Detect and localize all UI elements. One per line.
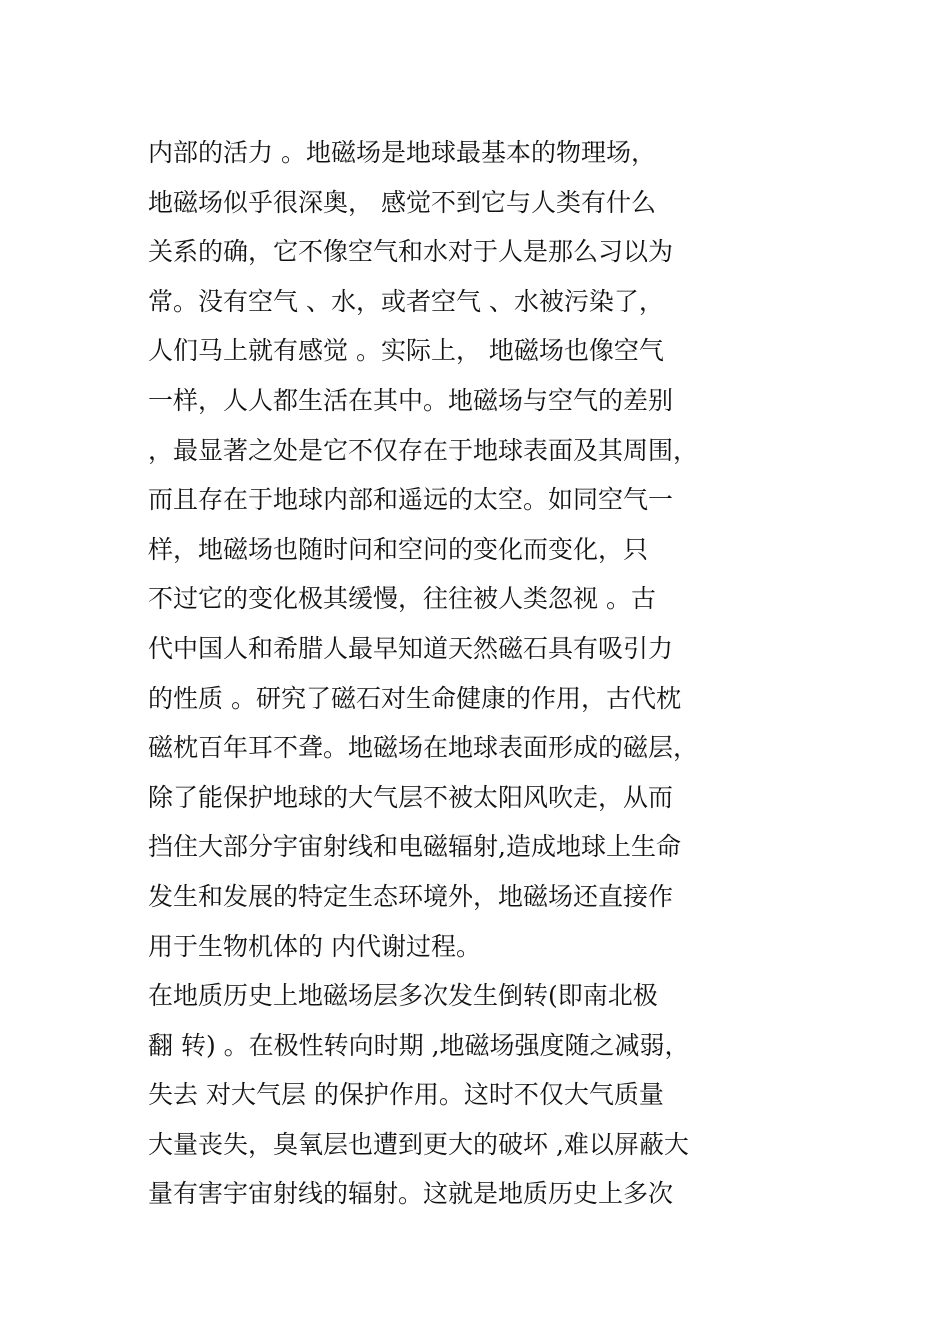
text-line: 地磁场似乎很深奥， 感觉不到它与人类有什么 — [148, 187, 656, 217]
text-line: 在地质历史上地磁场层多次发生倒转(即南北极 — [148, 981, 658, 1011]
text-line: 用于生物机体的 内代谢过程。 — [148, 931, 481, 961]
text-line: 代中国人和希腊人最早知道天然磁石具有吸引力 — [148, 633, 674, 663]
text-line: 内部的活力 。地磁场是地球最基本的物理场， — [148, 138, 656, 167]
text-line: 样，地磁场也随时问和空问的变化而变化，只 — [148, 534, 649, 564]
text-line: 失去 对大气层 的保护作用。这时不仅大气质量 — [148, 1080, 664, 1110]
text-line: 的性质 。研究了磁石对生命健康的作用，古代枕 — [148, 683, 681, 713]
text-line: 量有害宇宙射线的辐射。这就是地质历史上多次 — [148, 1179, 674, 1209]
text-line: 挡住大部分宇宙射线和电磁辐射,造成地球上生命 — [148, 832, 681, 862]
body-text — [148, 128, 778, 1219]
text-line: 磁枕百年耳不聋。地磁场在地球表面形成的磁层， — [148, 733, 699, 763]
text-line: 翻 转) 。在极性转向时期 ,地磁场强度随之减弱， — [148, 1030, 690, 1060]
text-line: 而且存在于地球内部和遥远的太空。如同空气一 — [148, 485, 674, 515]
text-line: 关系的确，它不像空气和水对于人是那么习以为 — [148, 237, 674, 267]
text-line: ，最显著之处是它不仅存在于地球表面及其周围， — [148, 435, 699, 465]
text-line: 人们马上就有感觉 。实际上， 地磁场也像空气 — [148, 336, 664, 366]
text-line: 发生和发展的特定生态环境外，地磁场还直接作 — [148, 881, 674, 911]
text-line: 不过它的变化极其缓慢，往往被人类忽视 。古 — [148, 584, 656, 614]
text-line: 一样，人人都生活在其中。地磁场与空气的差别 — [148, 385, 674, 415]
text-line: 常。没有空气 、水，或者空气 、水被污染了， — [148, 286, 664, 316]
text-line: 除了能保护地球的大气层不被太阳风吹走，从而 — [148, 782, 674, 812]
text-line: 大量丧失，臭氧层也遭到更大的破坏 ,难以屏蔽大 — [148, 1129, 689, 1159]
